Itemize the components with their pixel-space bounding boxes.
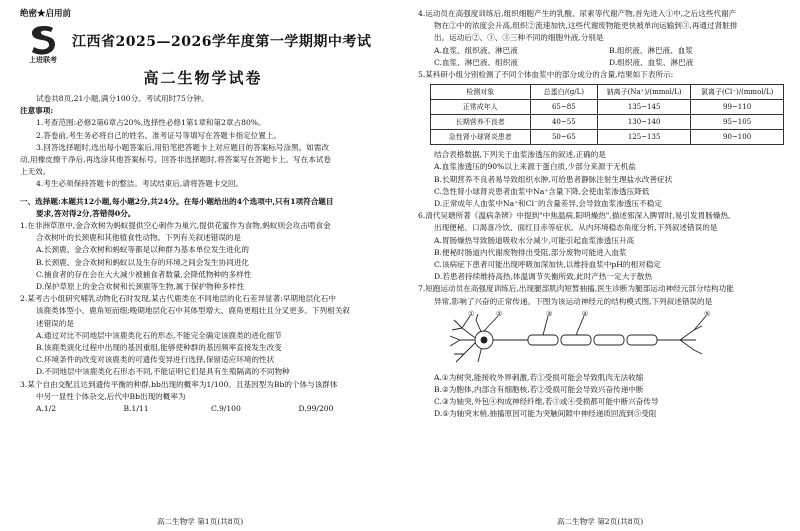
option-b: B.1/11 — [123, 404, 149, 414]
table-cell: 90~100 — [691, 130, 784, 145]
right-page — [400, 0, 800, 531]
question-stem: 中另一显性个体杂交,后代中Bb出现的概率为 — [36, 391, 186, 401]
svg-text:④: ④ — [582, 309, 589, 318]
table-cell: 40~55 — [530, 115, 597, 130]
option-line: D.不同地层中该鹿类化石形态不同,不能证明它们是具有生殖隔离的不同物种 — [36, 367, 290, 377]
section-heading: 要求,答对得2分,答错得0分。 — [36, 208, 136, 218]
shangjin-logo-icon — [22, 23, 64, 63]
question-stem: 异常,影响了兴奋的正常传递。下图为该运动神经元的结构模式图,下列叙述错误的是 — [434, 296, 713, 306]
table-cell: 125~135 — [598, 130, 691, 145]
question-stem: 该鹿类体型小、鹿角短而细;晚期地层化石中其体型增大、鹿角更粗壮且分叉更多。下列相关叙 — [36, 306, 350, 316]
question-stem: 6.清代吴瑭所著《温病条辨》中提到"中焦温病,阳明燥热",描述邪深入脾胃时,易引发胃肠燥热, — [418, 211, 731, 221]
note-line: 动,用橡皮擦干净后,再选涂其他答案标号。回答非选择题时,将答案写在答题卡上。写在本试卷 — [20, 155, 331, 165]
table-cell: 正常成年人 — [431, 100, 531, 115]
question-stem: 合欢树叶的长颈鹿和其他植食性动物。下列有关叙述错误的是 — [36, 233, 242, 243]
question-stem: 4.运动员在高强度训练后,组织细胞产生的乳酸、尿素等代谢产物,首先进入①中,之后这些代谢产 — [418, 9, 737, 18]
svg-text:①: ① — [468, 309, 475, 318]
question-stem: 2.某考古小组研究哺乳动物化石时发现,某古代鹿类在不同地层的化石差异显著:早期地层化石中 — [20, 294, 336, 304]
neuron-diagram — [418, 310, 784, 370]
option-line: A.血浆渗透压的90%以上来源于蛋白质,少部分来源于无机盐 — [434, 162, 636, 172]
option-line: D.正常成年人血浆中Na⁺和Cl⁻的含量差异,会导致血浆渗透压不稳定 — [434, 199, 662, 209]
table-cell: 135~145 — [598, 100, 691, 115]
page-footer: 高二生物学 第2页(共8页) — [556, 517, 644, 526]
option-line: B.②为胞体,内部含有细胞核,若②受损可能会导致兴奋传递中断 — [434, 385, 644, 395]
option-c: C.9/100 — [211, 404, 241, 414]
option-line: A.胃肠燥热导致肠道吸收水分减少,可能引起血浆渗透压升高 — [434, 235, 635, 245]
note-line: 2.答卷前,考生务必将自己的姓名、准考证号等填写在答题卡指定位置上。 — [36, 130, 282, 140]
option-line: D.⑤为轴突末梢,抽搐原因可能为突触间隙中神经递质回流到⑤受阻 — [434, 409, 657, 419]
question-stem: 5.某科研小组分别检测了不同个体血浆中的部分成分的含量,结果如下表所示: — [418, 70, 674, 80]
note-line: 3.回答选择题时,选出每小题答案后,用铅笔把答题卡上对应题目的答案标号涂黑。如需改 — [36, 142, 330, 152]
option-row — [418, 45, 784, 57]
option-d: D.组织液、血浆、淋巴液 — [609, 57, 694, 67]
table-cell: 99~110 — [691, 100, 784, 115]
table-row — [431, 130, 784, 145]
table-cell: 50~65 — [530, 130, 597, 145]
svg-text:②: ② — [496, 309, 503, 318]
table-header-cell: 总蛋白/(g/L) — [530, 85, 597, 100]
plasma-data-table — [430, 84, 784, 145]
option-line: B.便秘时肠道内代谢废物排出受阻,部分废物可能进入血浆 — [434, 247, 627, 257]
svg-text:③: ③ — [546, 309, 553, 318]
option-c: C.血浆、淋巴液、组织液 — [434, 57, 518, 67]
table-header-cell: 检测对象 — [431, 85, 531, 100]
question-stem: 出现便秘、口渴喜冷饮、面红目赤等症状。从内环境稳态角度分析,下列叙述错误的是 — [434, 223, 718, 233]
notes-title: 注意事项: — [20, 106, 54, 116]
page-footer: 高二生物学 第1页(共8页) — [156, 517, 244, 526]
exam-title: 江西省2025—2026学年度第一学期期中考试 — [72, 34, 372, 50]
table-cell: 急性肾小球肾炎患者 — [431, 130, 531, 145]
table-cell: 95~105 — [691, 115, 784, 130]
question-stem: 出。运动后②、③、③三种不同的细胞外液,分别是 — [434, 33, 604, 43]
confidential-label: 绝密★启用前 — [20, 9, 72, 19]
option-line: A.长颈鹿、金合欢树和蚂蚁等都是以种群为基本单位发生进化的 — [36, 245, 249, 255]
table-header-cell: 钠离子(Na⁺)/(mmol/L) — [598, 85, 691, 100]
logo-text: 上进联考 — [29, 56, 57, 63]
table-header-row — [431, 85, 784, 100]
option-b: B.组织液、淋巴液、血浆 — [609, 45, 693, 55]
option-line: A.通过对比不同地层中该鹿类化石的形态,不能完全确定该鹿类的进化细节 — [36, 330, 282, 340]
exam-header — [20, 21, 386, 65]
table-row — [431, 100, 784, 115]
exam-intro: 试卷共8页,21小题,满分100分。考试用时75分钟。 — [36, 94, 209, 103]
option-d: D.99/200 — [298, 404, 334, 414]
option-row — [20, 403, 386, 415]
option-line: D.保护草原上的金合欢树和长颈鹿等生物,属于保护物种多样性 — [36, 282, 245, 292]
option-line: B.该鹿类演化过程中出现的基因重组,能够使种群的基因频率直接发生改变 — [36, 343, 282, 353]
option-line: D.若患者持续维持高热,体温调节失衡所致,此时产热一定大于散热 — [434, 272, 653, 282]
section-heading: 一、选择题:本题共12小题,每小题2分,共24分。在每小题给出的4个选项中,只有1项符合题目 — [20, 196, 334, 206]
question-stem: 物在②中的浓度会升高,组织②流速加快,这些代谢废物能更快被单向运输到③,再通过肾脏排 — [434, 21, 738, 31]
subject-title: 高二生物学试卷 — [143, 69, 263, 87]
option-line: C.该病症下患者可能出现呼吸加深加快,以维持血浆中pH的相对稳定 — [434, 260, 661, 270]
option-line: B.长期营养不良者易导致组织水肿,可给患者静脉注射生理盐水改善症状 — [434, 174, 673, 184]
question-stem: 结合表格数据,下列关于血浆渗透压的叙述,正确的是 — [434, 150, 606, 160]
note-line: 1.考查范围:必修2第6章占20%,选择性必修1第1章和第2章占80%。 — [36, 118, 266, 128]
option-line: C.③为轴突,外包④构成神经纤维,若③或④受损都可能中断兴奋传导 — [434, 397, 659, 407]
neuron-icon — [418, 310, 784, 370]
table-cell: 长期营养不良者 — [431, 115, 531, 130]
table-row — [431, 115, 784, 130]
table-header-cell: 氯离子(Cl⁻)/(mmol/L) — [691, 85, 784, 100]
option-line: B.长颈鹿、金合欢树和蚂蚁以及生存的环境之间会发生协同进化 — [36, 257, 250, 267]
option-a: A.血浆、组织液、淋巴液 — [434, 45, 518, 55]
note-line: 4.考生必须保持答题卡的整洁。考试结束后,请将答题卡交回。 — [36, 179, 244, 189]
option-line: C.环境条件的改变对该鹿类的可遗传变异进行选择,保留适应环境的性状 — [36, 355, 275, 365]
option-line: C.急性肾小球肾炎患者血浆中Na⁺含量下降,会使血浆渗透压降低 — [434, 186, 650, 196]
svg-text:⑤: ⑤ — [704, 309, 711, 318]
note-line: 上无效。 — [20, 167, 51, 177]
question-stem: 3.某个自由交配且达到遗传平衡的种群,bb出现的概率为1/100。且基因型为Bb的个体与该群体 — [20, 379, 338, 389]
option-a: A.1/2 — [36, 404, 57, 414]
option-row — [418, 57, 784, 69]
question-stem: 述错误的是 — [36, 318, 74, 328]
question-stem: 1.在非洲草原中,金合欢树为蚂蚁提供空心刺作为巢穴,提供花蜜作为食物,蚂蚁则会攻击啃食金 — [20, 221, 331, 231]
question-stem: 7.短跑运动员在高强度训练后,出现腿部肌肉短暂抽搐,医生诊断为腿部运动神经元部分结构功能 — [418, 284, 734, 294]
option-line: C.捕食者的存在会在大大减少被捕食者数量,会降低物种的多样性 — [36, 269, 252, 279]
table-cell: 130~140 — [598, 115, 691, 130]
table-cell: 65~85 — [530, 100, 597, 115]
option-line: A.①为树突,能接收外界刺激,若①受损可能会导致肌肉无法收缩 — [434, 372, 644, 382]
